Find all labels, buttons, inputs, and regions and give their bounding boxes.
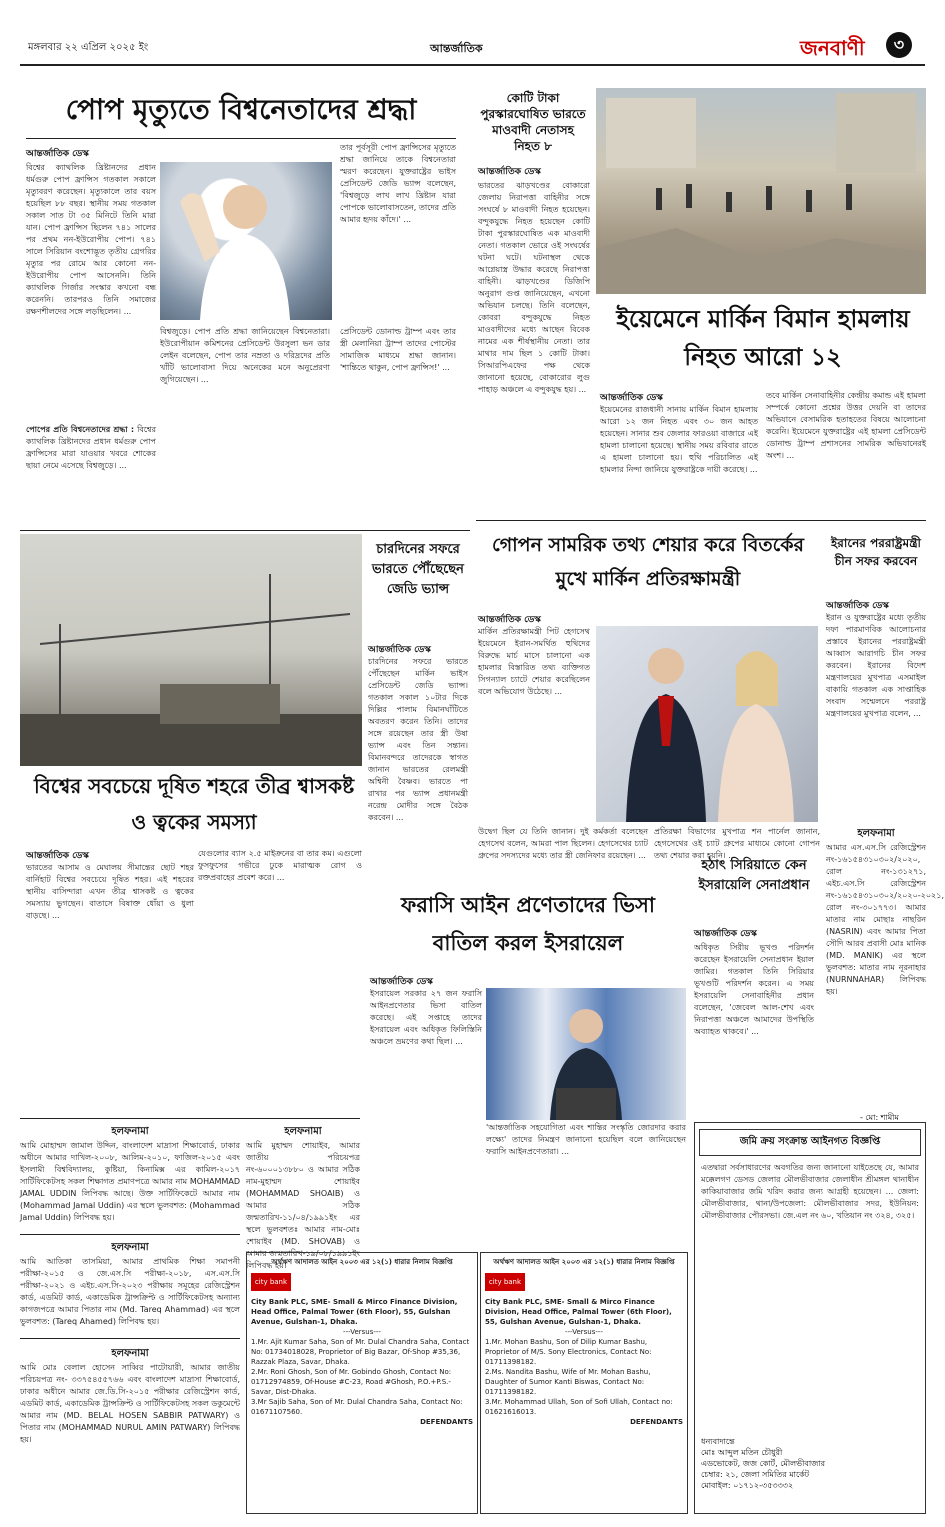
hegseth-col3: প্রতিরক্ষা বিভাগের মুখপাত্র শন পার্নেল জানান, হেগসেথের ওই চ্যাট গ্রুপের মাধ্যমে কোনো গোপন তথ্য শেয়ার করা হয়নি। ... bbox=[654, 827, 820, 860]
desk-label: আন্তর্জাতিক ডেস্ক bbox=[600, 393, 663, 403]
affidavit-heading: হলফনামা bbox=[857, 828, 895, 839]
rubble-figures-icon bbox=[596, 88, 926, 294]
pope-figure-icon bbox=[160, 162, 332, 320]
headline-yemen: ইয়েমেনে মার্কিন বিমান হামলায় নিহত আরো ১২ bbox=[616, 304, 910, 371]
desk-label: আন্তর্জাতিক ডেস্ক bbox=[26, 851, 89, 861]
speaker-podium-icon bbox=[486, 988, 686, 1120]
citybank-logo: city bank bbox=[485, 1273, 525, 1291]
header-date: মঙ্গলবার ২২ এপ্রিল ২০২৫ ইং bbox=[28, 42, 149, 53]
pope-col1: বিশ্বের ক্যাথলিক খ্রিষ্টানদের প্রধান ধর্মগুরু পোপ ফ্রান্সিস গতকাল সকালে মৃত্যুবরণ করেছেন। মৃত্যুকালে তার বয়স হয়েছিল ৮৮ বছর। স্থানীয় সময় গতকাল সকাল সাত টা ৩৫ মিনিটে তিনি মারা যান। পোপ ফ্রান্সিস ছিলেন ৭৪১ সালের পর প্রথম নন-ইউরোপীয় পোপ। ৭৪১ সালে সিরিয়ান বংশোদ্ভূত তৃতীয় গ্রেগরির মৃত্যুর পর রোমে আর কোনো নন-ইউরোপীয় পোপ আসেননি। তিনি ক্যাথলিক গির্জার সংস্কার কখনো বন্ধ করেননি। তারপরও তিনি সমাজের রক্ষণশীলদের সঙ্গে লড়ছিলেন। ... bbox=[26, 163, 156, 316]
netanyahu-photo bbox=[486, 988, 686, 1120]
yemen-col1: ইয়েমেনের রাজধানী সানায় মার্কিন বিমান হামলায় আরো ১২ জন নিহত এবং ৩০ জন আহত হয়েছেন। সানার শুব জেলার ফারওয়া বাজারে এই হামলা চালানো হয়েছে। স্থানীয় সময় রবিবার রাতে এ হামলা চালানো হয়। হুথি পরিচালিত এই হামলার নিন্দা জানিয়ে যুক্তরাষ্ট্রকে দায়ী করেছে। ... bbox=[600, 405, 758, 474]
desk-label: আন্তর্জাতিক ডেস্ক bbox=[370, 977, 433, 987]
court-notice-1 bbox=[246, 1252, 478, 1514]
ad-defendant-2: 2.Mr. Roni Ghosh, Son of Mr. Gobindo Ghosh, Contact No: 01712974859, Of-House #C-23, Road #Ghosh, P.O.+P.S.-Savar, Dist-Dhaka. bbox=[251, 1368, 452, 1396]
header-rule bbox=[20, 64, 925, 66]
polluted-town-icon bbox=[20, 534, 362, 766]
ad-defendant-1: 1.Mr. Ajit Kumar Saha, Son of Mr. Dulal Chandra Saha, Contact No: 01734018028, Proprietor of Big Bazar, Of-Shop #35,36, Razzak Plaza, Savar, Dhaka. bbox=[251, 1338, 470, 1366]
affidavit-heading: হলফনামা bbox=[111, 1242, 149, 1253]
hegseth-photo bbox=[596, 626, 818, 822]
hegseth-col2: উদ্বেগ ছিল যে তিনি জানান। দুই কর্মকর্তা বলেছেন হেগসেথ বলেন, আমরা পাল ছিলেন। হেগসেথের চ্যাট গ্রুপের সদস্যদের মধ্যে তার স্ত্রী জেনিফার রয়েছেন। ... bbox=[478, 827, 648, 860]
syria-body: অধিকৃত সিরীয় ভূখণ্ড পরিদর্শন করেছেন ইসরায়েলি সেনাপ্রধান ইয়াল জামির। গতকাল তিনি সিরিয়ার ভূখণ্ডটি পরিদর্শন করেন। এ সময় ইসরায়েলি সেনাবাহিনীর প্রধান বলেছেন, 'জেবেল আল-শেখ এবং নিরাপত্তা অঞ্চলে আমাদের উপস্থিতি অব্যাহত থাকবে।' ... bbox=[694, 943, 814, 1036]
ad-defendant-1: 1.Mr. Mohan Bashu, Son of Dilip Kumar Bashu, Proprietor of M/S. Sony Electronics, Contact No: 01711398182. bbox=[485, 1338, 652, 1366]
hegseth-col1: মার্কিন প্রতিরক্ষামন্ত্রী পিট হেগসেথ ইয়েমেনে ইরান-সমর্থিত হুথিদের বিরুদ্ধে মার্চ মাসে চালানো এক হামলার বিস্তারিত তথ্য ব্যক্তিগত সিগন্যাল চ্যাটে শেয়ার করেছিলেন বলে অভিযোগ উঠেছে। ... bbox=[478, 627, 590, 696]
headline-visa: ফরাসি আইন প্রণেতাদের ভিসা বাতিল করল ইসরায়েল bbox=[400, 892, 656, 955]
ad-plaintiff: City Bank PLC, SME- Small & Mirco Finance Division, Head Office, Palmal Tower (6th Floor), 55, Gulshan Avenue, Gulshan-1, Dhaka. bbox=[485, 1298, 672, 1326]
affidavit-heading: হলফনামা bbox=[284, 1126, 322, 1137]
delhi-photo bbox=[20, 534, 362, 766]
ad-footer: DEFENDANTS bbox=[420, 1418, 473, 1426]
desk-label: আন্তর্জাতিক ডেস্ক bbox=[826, 601, 889, 611]
notice-signature: ধন্যবাদান্তে মোঃ আব্দুল মতিন চৌধুরী এডভোকেট, জজ কোর্ট, মৌলভীবাজার চেম্বার: ২১, জেলা সমিতির মার্কেট মোবাইল: ০১৭১২-৩৫৩৩৩২ bbox=[701, 1437, 826, 1490]
affidavit-body: আমি মুহাম্মদ শোয়াইব, আমার জাতীয় পরিচয়পত্র নং-৬০০০১৩৮৮০ ও আমার সঠিক নাম-মুহাম্মদ শোয়াইব (MOHAMMAD SHOAIB) ও আমার সঠিক জন্মতারিখ-১১/০৪/১৯৯১ইং এর স্থলে ভুলবশতঃ আমার নাম-মোঃ শোয়াইব (MD. SHOVAB) ও আমার জন্মতারিখ-১৯/০৮/১৯৯১ইং লিপিবদ্ধ হয়। bbox=[246, 1141, 360, 1270]
pope-col2: তার পূর্বসূরী পোপ ফ্রান্সিসের মৃত্যুতে শ্রদ্ধা জানিয়ে তাকে বিশ্বনেতারা স্মরণ করেছেন। যুক্তরাষ্ট্রের ভাইস প্রেসিডেন্ট জেডি ভ্যান্স বলেছেন, 'বিশ্বজুড়ে লাখ লাখ খ্রিষ্টান যারা পোপকে ভালোবাসতেন, তাদের প্রতি আমার হৃদয় কাঁদে।' ... bbox=[340, 143, 456, 224]
ad-title: অর্থঋণ আদালত আইন ২০০৩ এর ১২(১) ধারার নিলাম বিজ্ঞপ্তি bbox=[271, 1258, 453, 1266]
ad-defendant-3: 3.Mr Sajib Saha, Son of Mr. Dulal Chandra Saha, Contact No: 01671107560. bbox=[251, 1398, 463, 1416]
ad-title: অর্থঋণ আদালত আইন ২০০৩ এর ১২(১) ধারার নিলাম বিজ্ঞপ্তি bbox=[493, 1258, 675, 1266]
pope-col1b bbox=[26, 424, 156, 526]
headline-hegseth: গোপন সামরিক তথ্য শেয়ার করে বিতর্কের মুখে মার্কিন প্রতিরক্ষামন্ত্রী bbox=[492, 534, 804, 590]
desk-label: আন্তর্জাতিক ডেস্ক bbox=[368, 645, 431, 655]
desk-label: আন্তর্জাতিক ডেস্ক bbox=[26, 149, 89, 159]
land-notice bbox=[694, 1122, 926, 1514]
divider bbox=[20, 530, 470, 531]
pollution-col1: ভারতের আসাম ও মেঘালয় সীমান্তের ছোট শহর বার্নিহাট বিশ্বের সবচেয়ে দূষিত শহর। এই শহরের স্থানীয় বাসিন্দারা এখন তীব্র শ্বাসকষ্ট ও ত্বকের সমস্যায় ভুগছেন। বাতাসে বিষাক্ত ধোঁয়া ও ধুলা বাড়ছে। ... bbox=[26, 863, 194, 920]
ad-versus: ---Versus--- bbox=[343, 1328, 381, 1336]
ad-footer: DEFENDANTS bbox=[630, 1418, 683, 1426]
pope-col4: প্রেসিডেন্ট ডোনাল্ড ট্রাম্প এবং তার স্ত্রী মেলানিয়া ট্রাম্প তাদের পোস্টের সামাজিক মাধ্যমে শ্রদ্ধা জানান। 'শান্তিতে থাকুন, পোপ ফ্রান্সিস!' ... bbox=[340, 327, 456, 372]
ad-defendant-2: 2.Ms. Nandita Bashu, Wife of Mr. Mohan Bashu, Daughter of Sumor Kanti Biswas, Contact No: 01711398182. bbox=[485, 1368, 651, 1396]
ad-defendant-3: 3.Mr. Mohammad Ullah, Son of Sofi Ullah, Contact no: 01621616013. bbox=[485, 1398, 673, 1416]
two-people-icon bbox=[596, 626, 818, 822]
affidavit-heading: হলফনামা bbox=[111, 1348, 149, 1359]
maoist-body: ভারতের ঝাড়খণ্ডের বোকারো জেলায় নিরাপত্তা বাহিনীর সঙ্গে সংঘর্ষে ৮ মাওবাদী নিহত হয়েছেন। বন্দুকযুদ্ধে নিহত হয়েছেন কোটি টাকা পুরস্কারঘোষিত এক মাওবাদী নেতা। গতকাল ভোরে ওই সংঘর্ষের ঘটনা ঘটে। ঘটনাস্থল থেকে আগ্নেয়াস্ত্র উদ্ধার করেছে নিরাপত্তা বাহিনী। ঝাড়খণ্ডের ডিজিপি অনুরাগ গুপ্ত জানিয়েছেন, এখনো অভিযান চলছে। তিনি বলেছেন, কোবরা বন্দুকযুদ্ধে নিহত মাওবাদীদের মধ্যে আছেন বিবেক নামের এক শীর্ষস্থানীয় নেতা। তার মাথার দাম ছিল ১ কোটি টাকা। সিআরপিএফের পক্ষ থেকে জানানো হয়েছে, বোকারোর লুগু পাহাড় অঞ্চলে এ বন্দুকযুদ্ধ হয়। ... bbox=[478, 181, 590, 394]
affidavit-body: আমি আতিকা তাসমিয়া, আমার প্রাথমিক শিক্ষা সমাপনী পরীক্ষা-২০১৫ ও জে.এস.সি পরীক্ষা-২০১৮, এস.এস.সি পরীক্ষা-২০২১ ও এইচ.এস.সি-২০২৩ পরীক্ষায় সমূহের রেজিস্ট্রেশন কার্ড, এডমিট কার্ড, একাডেমিক ট্রান্সক্রিপ্ট ও সার্টিফিকেটসহ অন্যান্য কাগজপত্রে আমার পিতার নাম (Md. Tareq Ahammad) এর স্থলে ভুলবশত: (Tareq Ahamed) লিপিবদ্ধ হয়। bbox=[20, 1257, 240, 1326]
court-notice-2 bbox=[480, 1252, 688, 1514]
divider bbox=[26, 138, 456, 139]
pope-subhead: পোপের প্রতি বিশ্বনেতাদের শ্রদ্ধা : bbox=[26, 425, 135, 434]
ad-plaintiff: City Bank PLC, SME- Small & Mirco Finance Division, Head Office, Palmal Tower (6th Floor), 55, Gulshan Avenue, Gulshan-1, Dhaka. bbox=[251, 1298, 458, 1326]
desk-label: আন্তর্জাতিক ডেস্ক bbox=[478, 167, 541, 177]
notice-heading: জমি ক্রয় সংক্রান্ত আইনগত বিজ্ঞপ্তি bbox=[699, 1129, 921, 1156]
citybank-logo: city bank bbox=[251, 1273, 291, 1291]
page-number: ৩ bbox=[886, 32, 912, 58]
affidavit-body: আমার এস.এস.সি রেজিস্ট্রেশন নং-১৬১৫৪৩১০৩০২/২০২০, রোল নং-১৩১২৭১, এইচ.এস.সি রেজিস্ট্রেশন নং-১৬১৫৪৩১০৩০২/২০২০-২০২১, রোল নং-৩০১৭৭৩। আমার মাতার নাম মোছাঃ নাছরিন (NASRIN) এবং আমার পিতা সৌদি আরব প্রবাসী মোঃ মানিক (MD. MANIK) এর স্থলে ভুলবশত: মাতার নাম নূরনাহার (NURNNAHAR) লিপিবদ্ধ হয়। bbox=[826, 843, 944, 996]
desk-label: আন্তর্জাতিক ডেস্ক bbox=[478, 615, 541, 625]
pope-photo bbox=[160, 162, 332, 320]
yemen-col2: তবে মার্কিন সেনাবাহিনীর কেন্দ্রীয় কমান্ড এই হামলা সম্পর্কে কোনো প্রশ্নের উত্তর দেয়নি বা তাদের অভিযানে বেসামরিক হতাহতের বিষয়ে আলোচনা করেনি। ইয়েমেনে যুক্তরাষ্ট্রের এই হামলা প্রেসিডেন্ট ডোনাল্ড ট্রাম্প প্রশাসনের সামরিক অভিযানেরই অংশ। ... bbox=[766, 391, 926, 460]
headline-pope: পোপ মৃত্যুতে বিশ্বনেতাদের শ্রদ্ধা bbox=[65, 93, 417, 126]
pope-col1b-text: বিশ্বের ক্যাথলিক খ্রিষ্টানদের প্রধান ধর্মগুরু পোপ ফ্রান্সিসের মারা যাওয়ার খবরে শোকের ছায়া নেমে এসেছে বিশ্বজুড়ে। ... bbox=[26, 425, 156, 470]
logo: জনবাণী bbox=[800, 36, 865, 60]
divider bbox=[20, 1338, 240, 1339]
affidavit-body: আমি মোঃ বেলাল হোসেন সাব্বির পাটোয়ারী, আমার জাতীয় পরিচয়পত্র নং- ৩৩৭৫৪৫৫৭৬৬ এবং বাংলাদেশ মাদ্রাসা শিক্ষাবোর্ড, ঢাকার অধীনে আমার জে.ডি.সি-২০১৫ পরীক্ষার রেজিস্ট্রেশন কার্ড, এডমিট কার্ড, একাডেমিক ট্রান্সক্রিপ্ট ও সার্টিফিকেটসহ সকল ডকুমেন্টে আমার নাম (MD. BELAL HOSEN SABBIR PATWARY) ও পিতার নাম (MOHAMMAD NURUL AMIN PATWARY) লিপিবদ্ধ হয়। bbox=[20, 1363, 240, 1444]
section-label: আন্তর্জাতিক bbox=[430, 42, 483, 55]
ad-versus: ---Versus--- bbox=[565, 1328, 603, 1336]
yemen-photo bbox=[596, 88, 926, 294]
affidavit-heading: হলফনামা bbox=[111, 1126, 149, 1137]
syria-byline: - মো: শামীম bbox=[860, 1113, 899, 1122]
headline-syria: হঠাৎ সিরিয়াতে কেন ইসরায়েলি সেনাপ্রধান bbox=[698, 858, 810, 893]
pollution-col2: যেগুলোর ব্যাস ২.৫ মাইক্রনের বা তার কম। এগুলো ফুসফুসের গভীরে ঢুকে মারাত্মক রোগ ও রক্তপ্রবাহের প্রবেশ করে। ... bbox=[198, 849, 362, 882]
headline-maoist: কোটি টাকা পুরস্কারঘোষিত ভারতে মাওবাদী নেতাসহ নিহত ৮ bbox=[480, 91, 586, 153]
headline-pollution: বিশ্বের সবচেয়ে দূষিত শহরে তীব্র শ্বাসকষ্ট ও ত্বকের সমস্যা bbox=[33, 774, 355, 834]
visa-col2: 'আন্তর্জাতিক সহযোগিতা এবং শান্তির সংস্কৃতি জোরদার করার লক্ষ্যে' তাদের নিমন্ত্রণ জানানো হয়েছিল বলে জানিয়েছেন ফরাসি আইনপ্রণেতারা। ... bbox=[486, 1123, 686, 1156]
iran-body: ইরান ও যুক্তরাষ্ট্রের মধ্যে তৃতীয় দফা পারমাণবিক আলোচনার প্রস্তাবে ইরানের পররাষ্ট্রমন্ত্রী আব্বাস আরাগচি চীন সফর করবেন। ইরানের বিদেশ মন্ত্রণালয়ের মুখপাত্র এসমাইল বাকায়ি গতকাল এক সাপ্তাহিক সংবাদ সম্মেলনে পররাষ্ট্র মন্ত্রণালয়ের মুখপাত্র বলেন, ... bbox=[826, 613, 926, 718]
divider bbox=[20, 1234, 240, 1235]
divider bbox=[20, 1118, 360, 1119]
visa-col1: ইসরায়েল সরকার ২৭ জন ফরাসি আইনপ্রণেতার ভিসা বাতিল করেছে। এই সপ্তাহে তাদের ইসরায়েল এবং অধিকৃত ফিলিস্তিনি অঞ্চলে ভ্রমণের কথা ছিল। ... bbox=[370, 989, 482, 1046]
divider bbox=[476, 520, 926, 521]
headline-iran: ইরানের পররাষ্ট্রমন্ত্রী চীন সফর করবেন bbox=[831, 536, 921, 568]
vance-body: চারদিনের সফরে ভারতে পৌঁছেছেন মার্কিন ভাইস প্রেসিডেন্ট জেডি ভ্যান্স। গতকাল সকাল ১০টার দিকে দিল্লির পালাম বিমানঘাঁটিতে অবতরণ করেন তিনি। তাদের সঙ্গে রয়েছেন তার স্ত্রী উষা ভ্যান্স এবং তিন সন্তান। বিমানবন্দরে তাদেরকে স্বাগত জানান ভারতের রেলমন্ত্রী অশ্বিনী বৈষ্ণব। ভারতে পা রাখার পর ভ্যান্স প্রধানমন্ত্রী নরেন্দ্র মোদীর সঙ্গে বৈঠক করবেন। ... bbox=[368, 657, 468, 822]
notice-body: এতদ্বারা সর্বসাধারণের অবগতির জন্য জানানো যাইতেছে যে, আমার মক্কেলগণ ডেসড জেলার মৌলভীবাজার জেলাধীন শ্রীমঙ্গল থানাধীন কাকিয়াবাজার জমি খরিদ করার জন্য আগ্রহী হয়েছেন। ... জেলা: মৌলভীবাজার, থানা/উপজেলা: মৌলভীবাজার সদর, ইউনিয়ন: মৌলভীবাজার পৌরসভা। জে.এল নং ৬০, খতিয়ান নং ৩২৪, ৩২৫। bbox=[701, 1163, 919, 1220]
affidavit-body: আমি মোহাম্মদ জামাল উদ্দিন, বাংলাদেশ মাদ্রাসা শিক্ষাবোর্ড, ঢাকার অধীনে আমার দাখিল-২০০৮, আলিম-২০১০, ফাজিল-২০১৫ এবং ইসলামী বিশ্ববিদ্যালয়, কুষ্টিয়া, কিনামিক্স এর কামিল-২০১৭ সার্টিফিকেটসহ সকল শিক্ষাগত প্রমাণপত্রে আমার নাম MOHAMMAD JAMAL UDDIN লিপিবদ্ধ আছে। উক্ত সার্টিফিকেটে আমার নাম (Mohammad Jamal Uddin) এর স্থলে ভুলবশত: (Mohammad Jamal Uddin) লিপিবদ্ধ হয়। bbox=[20, 1141, 240, 1222]
pope-col3: বিশ্বজুড়ে। পোপ প্রতি শ্রদ্ধা জানিয়েছেন বিশ্বনেতারা। ইউরোপীয়ান কমিশনের প্রেসিডেন্ট উরসুলা ভন ডার লেইন বলেছেন, পোপ তার নম্রতা ও দরিদ্রদের প্রতি খাঁটি ভালোবাসা দিয়ে অনেকের মনে অনুপ্রেরণা জুগিয়েছেন। ... bbox=[160, 327, 330, 384]
desk-label: আন্তর্জাতিক ডেস্ক bbox=[694, 929, 757, 939]
headline-vance: চারদিনের সফরে ভারতে পৌঁছেছেন জেডি ভ্যান্স bbox=[372, 542, 464, 597]
